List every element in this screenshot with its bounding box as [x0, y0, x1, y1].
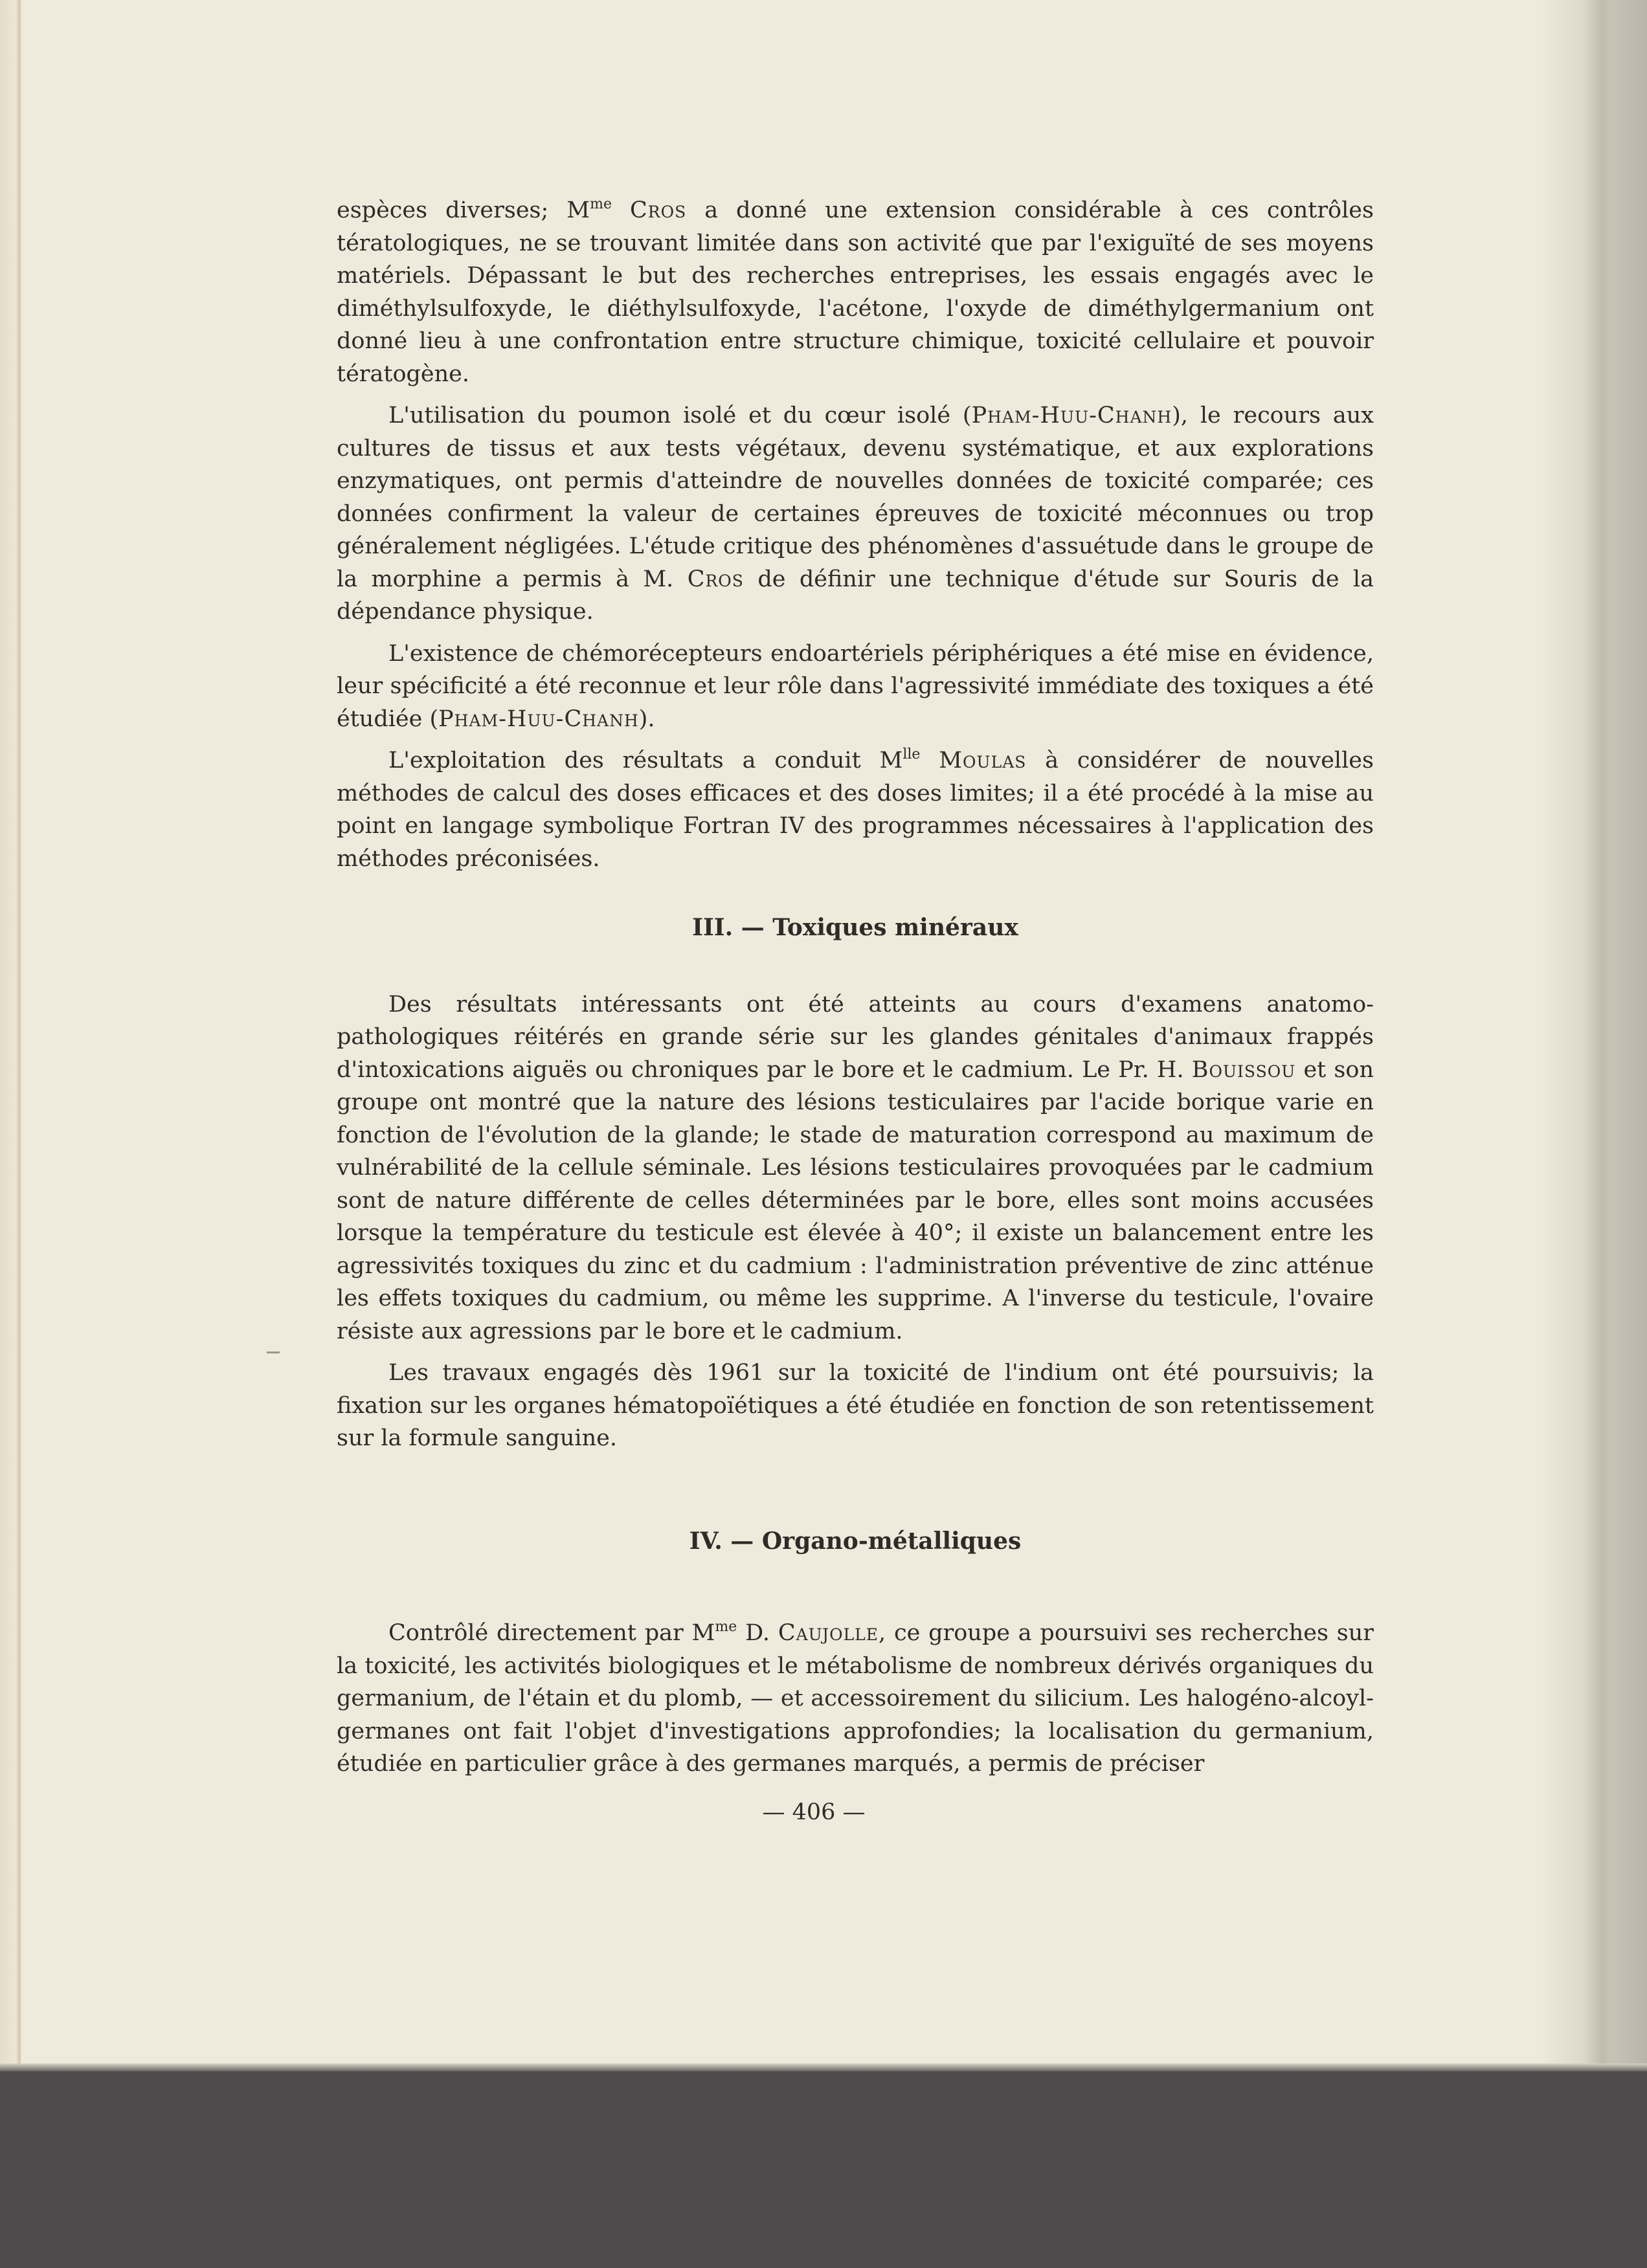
author-name: Moulas	[939, 748, 1027, 773]
author-name: Cros	[687, 566, 744, 592]
body-text	[337, 194, 1374, 1790]
author-name: Caujolle	[778, 1620, 879, 1646]
author-name: Pham-Huu-Chanh	[971, 403, 1172, 428]
paragraph: Les travaux engagés dès 1961 sur la toxicité de l'indium ont été poursuivis; la fixation sur les organes hématopoïétiques a été étudiée en fonction de son retentissement sur la formule sanguine.	[337, 1360, 1374, 1451]
margin-mark	[267, 1351, 280, 1353]
paragraph: L'existence de chémorécepteurs endoartériels périphériques a été mise en évidence, leur spécificité a été reconnue et leur rôle dans l'agressivité immédiate des toxiques a été étudiée (Pham-Huu-Chanh).	[337, 640, 1374, 732]
page-number-container	[0, 1799, 1647, 1825]
paragraph: espèces diverses; $M^{me}$ Cros a donné une extension considérable à ces contrôles tératologiques, ne se trouvant limitée dans son activité que par l'exiguïté de ses moyens matériels. Dépassant le but des recherches entreprises, les essais engagés avec le diméthylsulfoxyde, le diéthylsulfoxyde, l'acétone, l'oxyde de diméthylgermanium ont donné lieu à une confrontation entre structure chimique, toxicité cellulaire et pouvoir tératogène.	[337, 196, 1374, 387]
binding-line	[18, 0, 20, 2070]
section-iii-body	[337, 988, 1374, 1455]
paragraph: L'utilisation du poumon isolé et du cœur isolé (Pham-Huu-Chanh), le recours aux cultures de tissus et aux tests végétaux, devenu systématique, et aux explorations enzymatiques, ont permis d'atteindre de nouvelles données de toxicité comparée; ces données confirment la valeur de certaines épreuves de toxicité méconnues ou trop généralement négligées. L'étude critique des phénomènes d'assuétude dans le groupe de la morphine a permis à M. Cros de définir une technique d'étude sur Souris de la dépendance physique.	[337, 403, 1374, 625]
section-heading-iv: IV. — Organo-métalliques	[689, 1527, 1022, 1555]
section-iv-body	[337, 1617, 1374, 1781]
section-ii-continuation	[337, 194, 1374, 875]
page-curl-shadow	[1541, 0, 1647, 2070]
page-number: — 406 —	[762, 1799, 866, 1825]
paragraph: Contrôlé directement par $M^{me}$ D. Caujolle, ce groupe a poursuivi ses recherches sur la toxicité, les activités biologiques et le métabolisme de nombreux dérivés organiques du germanium, de l'étain et du plomb, — et accessoirement du silicium. Les halogéno-alcoyl-germanes ont fait l'objet d'investigations approfondies; la localisation du germanium, étudiée en particulier grâce à des germanes marqués, a permis de préciser	[337, 1619, 1374, 1777]
title-abbreviation: me	[590, 196, 612, 212]
scanner-backdrop	[0, 2071, 1647, 2268]
author-name: Pham-Huu-Chanh	[438, 706, 639, 732]
author-name: Bouissou	[1191, 1056, 1296, 1083]
title-abbreviation: lle	[902, 746, 921, 762]
paragraph: Des résultats intéressants ont été atteints au cours d'examens anatomo-pathologiques réitérés en grande série sur les glandes génitales d'animaux frappés d'intoxications aiguës ou chroniques par le bore et le cadmium. Le Pr. H. Bouissou et son groupe ont montré que la nature des lésions testiculaires par l'acide borique varie en fonction de l'évolution de la glande; le stade de maturation correspond au maximum de vulnérabilité de la cellule séminale. Les lésions testiculaires provoquées par le cadmium sont de nature différente de celles déterminées par le bore, elles sont moins accusées lorsque la température du testicule est élevée à 40°; il existe un balancement entre les agressivités toxiques du zinc et du cadmium : l'administration préventive de zinc atténue les effets toxiques du cadmium, ou même les supprime. A l'inverse du testicule, l'ovaire résiste aux agressions par le bore et le cadmium.	[337, 991, 1374, 1344]
section-heading-iii: III. — Toxiques minéraux	[692, 914, 1018, 941]
title-abbreviation: me	[715, 1619, 737, 1635]
paragraph: L'exploitation des résultats a conduit $M^{lle}$ Moulas à considérer de nouvelles méthodes de calcul des doses efficaces et des doses limites; il a été procédé à la mise au point en langage symbolique Fortran IV des programmes nécessaires à l'application des méthodes préconisées.	[337, 746, 1374, 872]
author-name: Cros	[629, 197, 687, 223]
